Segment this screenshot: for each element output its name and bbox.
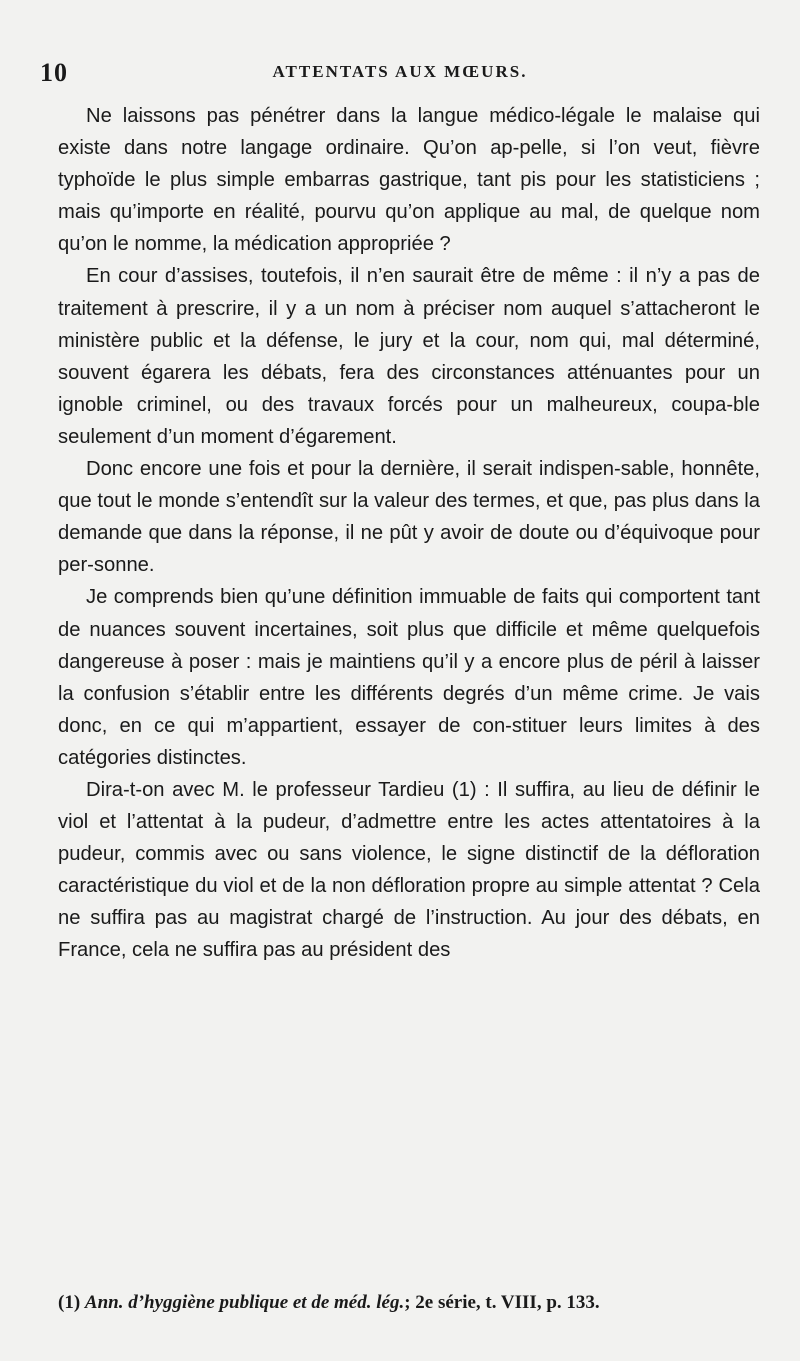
paragraph: Ne laissons pas pénétrer dans la langue médico-légale le malaise qui existe dans notre langage ordinaire. Qu’on ap-pelle, si l’on veut, fièvre typhoïde le plus simple embarras gastrique, tant pis pour les statisticiens ; mais qu’importe en réalité, pourvu qu’on applique au mal, de quelque nom qu’on le nomme, la médication appropriée ? — [58, 105, 760, 256]
body-text — [58, 100, 760, 967]
page-number: 10 — [40, 58, 68, 87]
footnote-journal: Ann. d’hyggiène publique et de méd. lég. — [84, 1292, 405, 1313]
footnote-details: ; 2e série, t. VIII, p. 133. — [404, 1292, 600, 1313]
running-head: ATTENTATS AUX MŒURS. — [272, 62, 528, 81]
paragraph: Dira-t-on avec M. le professeur Tardieu (1) : Il suffira, au lieu de définir le viol et l’attentat à la pudeur, d’admettre entre les actes attentatoires à la pudeur, commis avec ou sans violence, le signe distinctif de la défloration caractéristique du viol et de la non défloration propre au simple attentat ? Cela ne suffira pas au magistrat chargé de l’instruction. Au jour des débats, en France, cela ne suffira pas au président des — [58, 778, 760, 962]
paragraph: Donc encore une fois et pour la dernière, il serait indispen-sable, honnête, que tout le monde s’entendît sur la valeur des termes, et que, pas plus dans la demande que dans la réponse, il ne pût y avoir de doute ou d’équivoque pour per-sonne. — [58, 458, 760, 577]
paragraph: En cour d’assises, toutefois, il n’en saurait être de même : il n’y a pas de traitement à prescrire, il y a un nom à préciser nom auquel s’attacheront le ministère public et la défense, le jury et la cour, nom qui, mal déterminé, souvent égarera les débats, fera des circonstances atténuantes pour un ignoble criminel, ou des travaux forcés pour un malheureux, coupa-ble seulement d’un moment d’égarement. — [58, 265, 760, 448]
page-header — [40, 58, 760, 88]
footnote — [58, 1290, 760, 1316]
paragraph: Je comprends bien qu’une définition immuable de faits qui comportent tant de nuances souvent incertaines, soit plus que difficile et même quelquefois dangereuse à poser : mais je maintiens qu’il y a encore plus de péril à laisser la confusion s’établir entre les différents degrés d’un même crime. Je vais donc, en ce qui m’appartient, essayer de con-stituer leurs limites à des catégories distinctes. — [58, 586, 760, 769]
footnote-marker: (1) — [58, 1292, 81, 1313]
